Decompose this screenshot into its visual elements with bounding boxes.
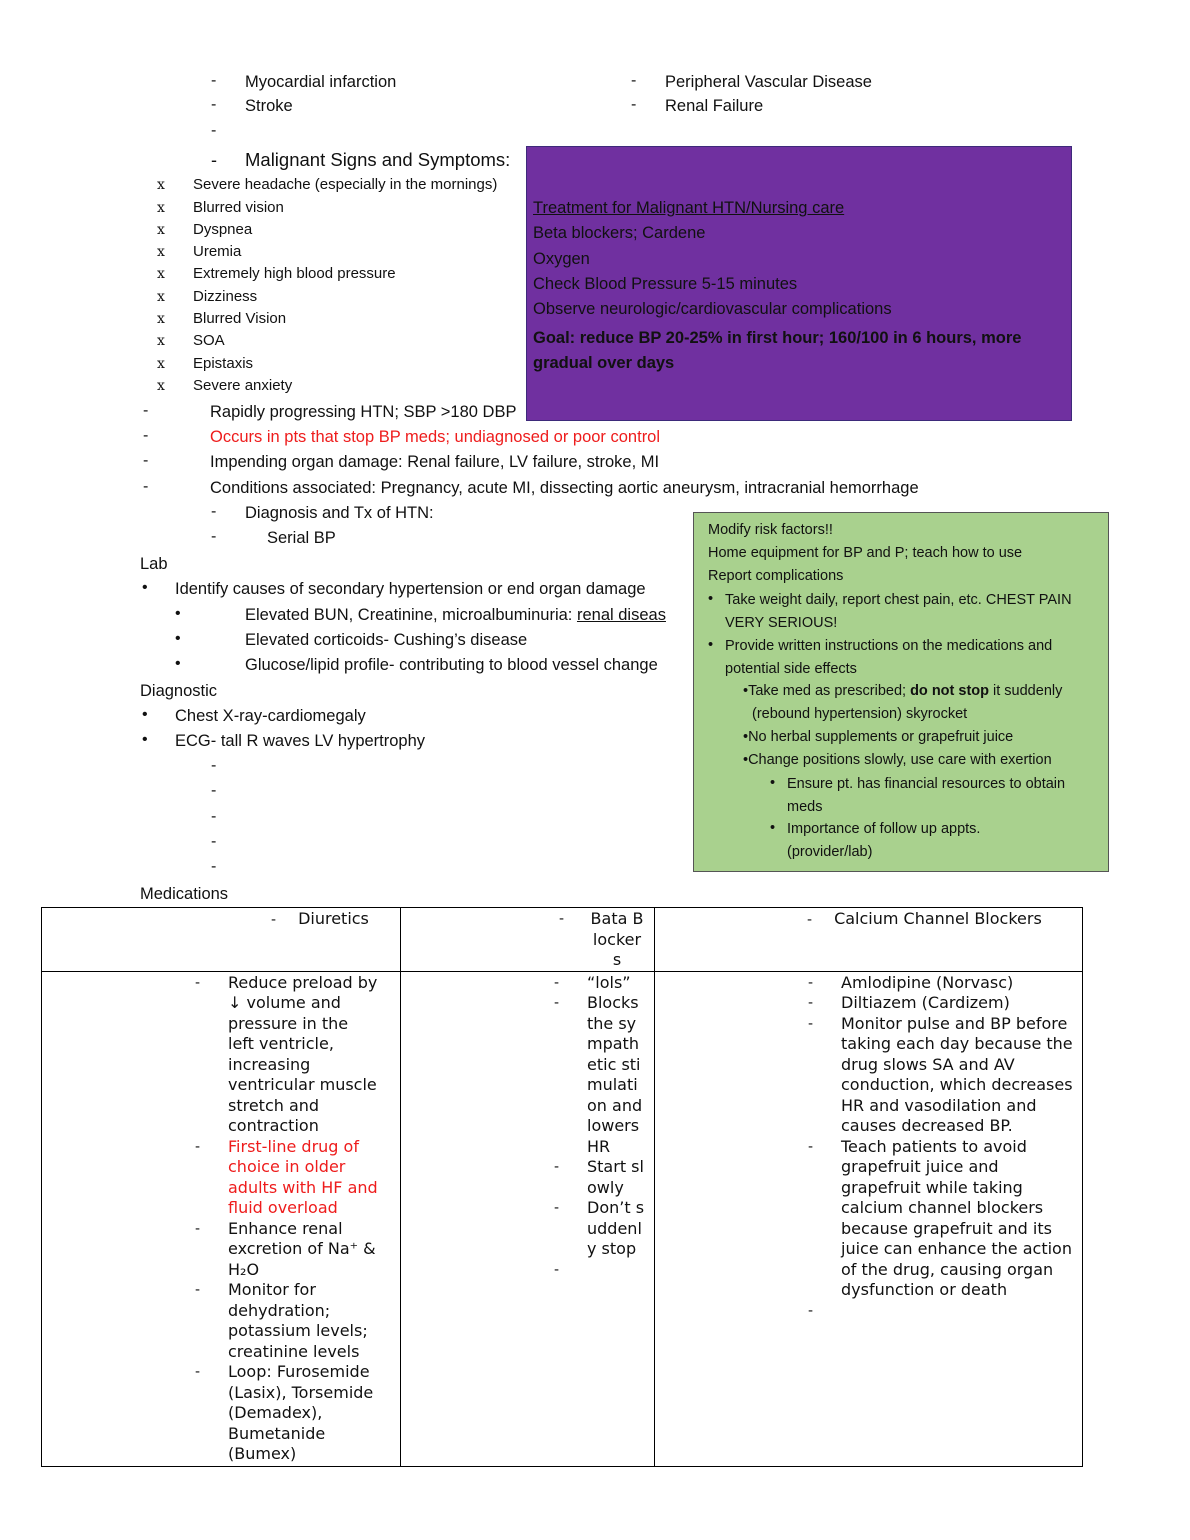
bullet: • <box>770 775 776 791</box>
htn-point: Conditions associated: Pregnancy, acute MI, dissecting aortic aneurysm, intracranial hemorrhage <box>210 479 919 497</box>
table-row <box>42 971 1083 1467</box>
x-marker: x <box>157 200 165 216</box>
nursing-sub-item: •Change positions slowly, use care with exertion <box>743 752 1052 768</box>
nursing-line: Report complications <box>708 568 844 584</box>
list-item: - Loop: Furosemide (Lasix), Torsemide (Demadex), Bumetanide (Bumex) <box>195 1362 374 1463</box>
list-item: - Enhance renal excretion of Na⁺ & H₂O <box>195 1218 376 1279</box>
symptom-item: Extremely high blood pressure <box>193 265 396 282</box>
x-marker: x <box>157 244 165 260</box>
dash: - <box>211 528 217 545</box>
list-item: - Diltiazem (Cardizem) <box>808 993 1010 1012</box>
bullet: • <box>708 591 714 607</box>
x-marker: x <box>157 222 165 238</box>
bullet: • <box>175 655 181 672</box>
x-marker: x <box>157 333 165 349</box>
treatment-line: Oxygen <box>533 250 590 268</box>
treatment-line: Beta blockers; Cardene <box>533 224 706 242</box>
htn-point: Impending organ damage: Renal failure, LV failure, stroke, MI <box>210 453 660 471</box>
dash: - <box>211 122 217 139</box>
diuretics-cell <box>42 971 401 1467</box>
medications-table <box>41 907 1083 1467</box>
dash: - <box>143 427 149 444</box>
x-marker: x <box>157 266 165 282</box>
x-marker: x <box>157 356 165 372</box>
symptom-item: Dyspnea <box>193 221 253 238</box>
dash: - <box>211 757 217 774</box>
header-diuretics: Diuretics <box>298 909 369 928</box>
lab-intro: Identify causes of secondary hypertension or end organ damage <box>175 580 646 598</box>
list-item: Renal Failure <box>665 97 764 115</box>
list-item: Myocardial infarction <box>245 73 397 91</box>
serial-bp: Serial BP <box>267 529 336 547</box>
nursing-sub-item: •Take med as prescribed; do not stop it suddenly <box>743 683 1063 699</box>
nursing-bullet: Provide written instructions on the medications and potential side effects <box>725 638 1053 677</box>
dash: - <box>143 478 149 495</box>
symptom-item: Uremia <box>193 243 242 260</box>
nursing-subsub-item: Importance of follow up appts. (provider/lab) <box>787 821 981 860</box>
nursing-line: Modify risk factors!! <box>708 522 833 538</box>
dash: - <box>211 96 217 113</box>
diagnostic-item: ECG- tall R waves LV hypertrophy <box>175 732 426 750</box>
list-item: - Start slowly <box>554 1157 644 1197</box>
diagnostic-item: Chest X-ray-cardiomegaly <box>175 707 366 725</box>
list-item: - “lols” <box>554 972 631 992</box>
dash: - <box>211 150 217 170</box>
dash: - <box>631 72 637 89</box>
lab-item: Glucose/lipid profile- contributing to blood vessel change <box>245 656 658 674</box>
list-item: Peripheral Vascular Disease <box>665 73 872 91</box>
treatment-line: Check Blood Pressure 5-15 minutes <box>533 275 798 293</box>
header-cell: - Diuretics <box>42 908 401 972</box>
bullet: • <box>142 706 148 723</box>
treatment-title: Treatment for Malignant HTN/Nursing care <box>533 199 845 217</box>
bullet: • <box>175 605 181 622</box>
x-marker: x <box>157 311 165 327</box>
bullet: • <box>770 820 776 836</box>
ccb-cell <box>655 971 1083 1467</box>
nursing-line: Home equipment for BP and P; teach how to use <box>708 545 1023 561</box>
x-marker: x <box>157 289 165 305</box>
list-item: - Monitor for dehydration; potassium levels; creatinine levels <box>195 1280 368 1361</box>
nursing-subsub-item: Ensure pt. has financial resources to obtain meds <box>787 776 1066 815</box>
diagnostic-heading: Diagnostic <box>140 682 218 700</box>
symptom-item: Severe headache (especially in the mornings) <box>193 176 498 193</box>
nursing-sub-item: •No herbal supplements or grapefruit juice <box>743 729 1014 745</box>
treatment-goal: Goal: reduce BP 20-25% in first hour; 160/100 in 6 hours, more gradual over days <box>533 329 1022 372</box>
dash: - <box>143 452 149 469</box>
symptom-item: Blurred Vision <box>193 310 287 327</box>
list-item: - Teach patients to avoid grapefruit juice and grapefruit while taking calcium channel blockers because grapefruit and its juice can enhance the action of the drug, causing organ dysfunction or death <box>808 1136 1072 1299</box>
nursing-sub-cont: (rebound hypertension) skyrocket <box>752 706 968 722</box>
dash: - <box>211 72 217 89</box>
lab-heading: Lab <box>140 555 168 573</box>
beta-cell <box>401 971 655 1467</box>
symptom-item: SOA <box>193 332 225 349</box>
list-item: - Amlodipine (Norvasc) <box>808 972 1014 992</box>
htn-point: Occurs in pts that stop BP meds; undiagnosed or poor control <box>210 428 661 446</box>
nursing-box <box>693 512 1109 872</box>
list-item: - <box>808 1302 814 1319</box>
dash: - <box>211 503 217 520</box>
list-item: - Blocks the sympathetic stimulation and lowers HR <box>554 993 643 1156</box>
table-header-row <box>42 908 1083 972</box>
header-beta: Bata Blockers <box>590 909 644 969</box>
lab-item: Elevated corticoids- Cushing’s disease <box>245 631 528 649</box>
x-marker: x <box>157 378 165 394</box>
list-item: - <box>554 1261 560 1278</box>
list-item: - First-line drug of choice in older adults with HF and fluid overload <box>195 1136 378 1217</box>
bullet: • <box>708 637 714 653</box>
dash: - <box>211 782 217 799</box>
dash: - <box>211 858 217 875</box>
bullet: • <box>142 579 148 596</box>
list-item: - Don’t suddenly stop <box>554 1198 645 1258</box>
lab-item: Elevated BUN, Creatinine, microalbuminuria: renal diseas <box>245 606 666 624</box>
list-item: - Monitor pulse and BP before taking each day because the drug slows SA and AV conduction, which decreases HR and vasodilation and causes decreased BP. <box>808 1013 1073 1135</box>
symptom-item: Epistaxis <box>193 355 254 372</box>
dash: - <box>631 96 637 113</box>
header-ccb: Calcium Channel Blockers <box>834 909 1042 928</box>
list-item: - Reduce preload by ↓ volume and pressure in the left ventricle, increasing ventricular muscle stretch and contraction <box>195 972 378 1135</box>
medications-heading: Medications <box>140 885 229 903</box>
htn-point: Rapidly progressing HTN; SBP >180 DBP <box>210 403 517 421</box>
nursing-bullet: Take weight daily, report chest pain, etc. CHEST PAIN VERY SERIOUS! <box>725 592 1072 631</box>
symptom-item: Severe anxiety <box>193 377 293 394</box>
bullet: • <box>175 630 181 647</box>
symptom-item: Dizziness <box>193 288 258 305</box>
dash: - <box>211 833 217 850</box>
header-cell: - Calcium Channel Blockers <box>655 908 1083 972</box>
list-item: Stroke <box>245 97 293 115</box>
symptom-item: Blurred vision <box>193 199 284 216</box>
dash: - <box>143 402 149 419</box>
header-cell: - Bata Blockers <box>401 908 655 972</box>
dash: - <box>211 808 217 825</box>
malignant-heading: Malignant Signs and Symptoms: <box>245 149 511 170</box>
x-marker: x <box>157 177 165 193</box>
bullet: • <box>142 731 148 748</box>
treatment-box <box>526 146 1072 421</box>
diagnosis-heading: Diagnosis and Tx of HTN: <box>245 504 434 522</box>
treatment-line: Observe neurologic/cardiovascular complications <box>533 300 892 318</box>
